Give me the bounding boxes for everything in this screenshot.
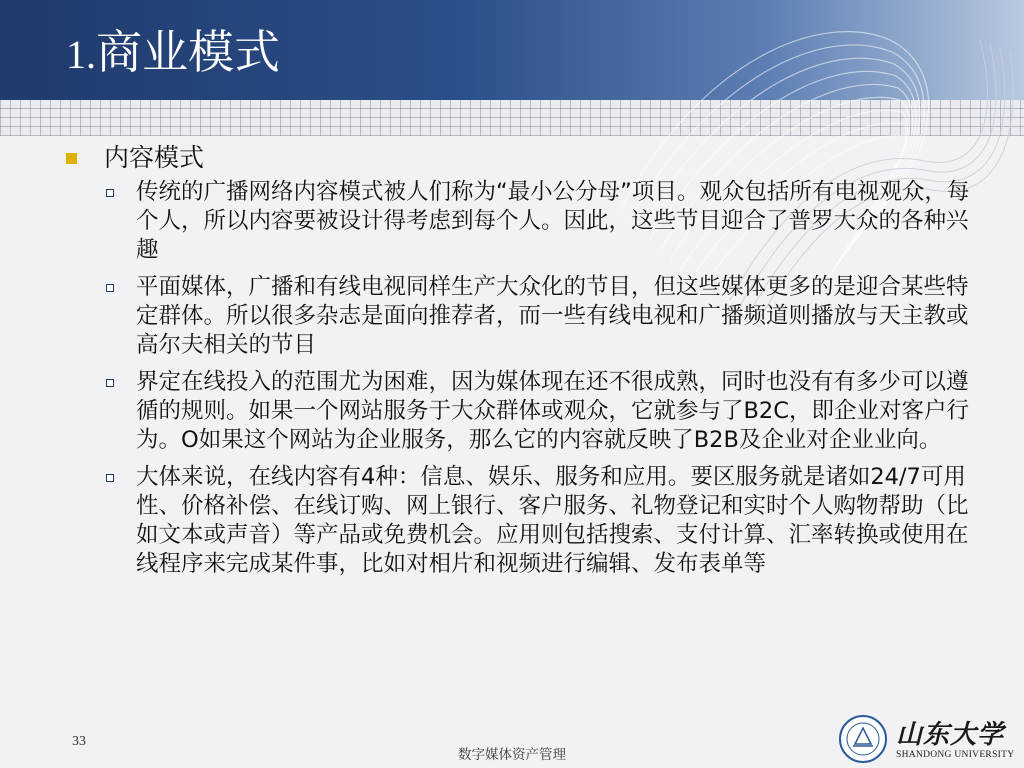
logo-name-en: SHANDONG UNIVERSITY [896,750,1015,760]
bullet-text: 传统的广播网络内容模式被人们称为“最小公分母”项目。观众包括所有电视观众，每个人，所以内容要被设计得考虑到每个人。因此，这些节目迎合了普罗大众的各种兴趣 [136,179,970,263]
university-logo [838,712,1018,768]
list-item [64,463,976,579]
bullet-text: 大体来说，在线内容有4种：信息、娱乐、服务和应用。要区服务就是诸如24/7可用性、价格补偿、在线订购、网上银行、客户服务、礼物登记和实时个人购物帮助（比如文本或声音）等产品或免费机会。应用则包括搜索、支付计算、汇率转换或使用在线程序来完成某件事，比如对相片和视频进行编辑、发布表单等 [136,464,969,577]
logo-name-cn: 山东大学 [896,720,1005,750]
bullet-list [64,178,994,579]
slide-body [64,140,994,587]
hollow-square-bullet-icon [106,284,114,292]
page-number: 33 [72,734,86,749]
list-item [64,178,976,265]
level1-item [64,140,994,176]
bullet-text: 界定在线投入的范围尤为困难，因为媒体现在还不很成熟，同时也没有有多少可以遵循的规则。如果一个网站服务于大众群体或观众，它就参与了B2C，即企业对客户行为。O如果这个网站为企业服务，那么它的内容就反映了B2B及企业对企业业向。 [136,369,969,453]
title-text: 商业模式 [96,25,280,79]
list-item [64,368,976,455]
hollow-square-bullet-icon [106,474,114,482]
section-heading: 内容模式 [104,143,205,172]
university-seal-icon [838,714,888,764]
filled-square-bullet-icon [66,153,77,164]
bullet-text: 平面媒体，广播和有线电视同样生产大众化的节目，但这些媒体更多的是迎合某些特定群体。所以很多杂志是面向推荐者，而一些有线电视和广播频道则播放与天主教或高尔夫相关的节目 [136,274,969,358]
list-item [64,273,976,360]
hollow-square-bullet-icon [106,189,114,197]
slide-title [66,20,280,84]
hollow-square-bullet-icon [106,379,114,387]
footer-text: 数字媒体资产管理 [458,747,566,763]
title-number: 1. [66,32,96,77]
